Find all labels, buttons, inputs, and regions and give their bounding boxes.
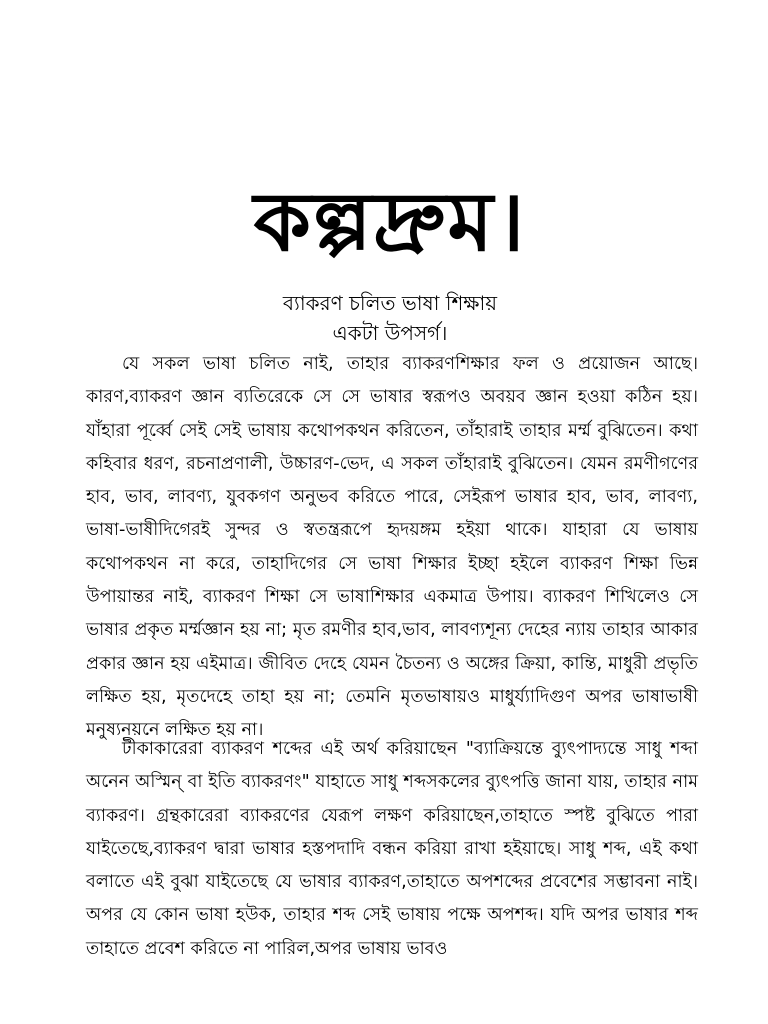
subtitle-line-1: ব্যাকরণ চলিত ভাষা শিক্ষায় <box>282 291 498 315</box>
body-paragraph-1: যে সকল ভাষা চলিত নাই, তাহার ব্যাকরণশিক্ষার ফল ও প্রয়োজন আছে। কারণ,ব্যাকরণ জ্ঞান ব্যতিরেকে সে সে ভাষার স্বরূপও অবয়ব জ্ঞান হওয়া কঠিন হয়। যাঁহারা পূর্ব্বে সেই সেই ভাষায় কথোপকথন করিতেন, তাঁহারাই তাহার মর্ম্ম বুঝিতেন। কথা কহিবার ধরণ, রচনাপ্রণালী, উচ্চারণ-ভেদ, এ সকল তাঁহারাই বুঝিতেন। যেমন রমণীগণের হাব, ভাব, লাবণ্য, যুবকগণ অনুভব করিতে পারে, সেইরূপ ভাষার হাব, ভাব, লাবণ্য, ভাষা-ভাষীদিগেরই সুন্দর ও স্বতন্ত্ররূপে হৃদয়ঙ্গম হইয়া থাকে। যাহারা যে ভাষায় কথোপকথন না করে, তাহাদিগের সে ভাষা শিক্ষার ইচ্ছা হইলে ব্যাকরণ শিক্ষা ভিন্ন উপায়ান্তর নাই, ব্যাকরণ শিক্ষা সে ভাষাশিক্ষার একমাত্র উপায়। ব্যাকরণ শিখিলেও সে ভাষার প্রকৃত মর্ম্মজ্ঞান হয় না; মৃত রমণীর হাব,ভাব, লাবণ্যশূন্য দেহের ন্যায় তাহার আকার প্রকার জ্ঞান হয় এইমাত্র। জীবিত দেহে যেমন চৈতন্য ও অঙ্গের ক্রিয়া, কান্তি, মাধুরী প্রভৃতি লক্ষিত হয়, মৃতদেহে তাহা হয় না; তেমনি মৃতভাষায়ও মাধুর্য্যাদিগুণ অপর ভাষাভাষী মনুষ্যনয়নে লক্ষিত হয় না। <box>86 354 698 741</box>
body-paragraph-2: টীকাকারেরা ব্যাকরণ শব্দের এই অর্থ করিয়াছেন "ব্যাক্রিয়ন্তে ব্যুৎপাদ্যন্তে সাধু শব্দা অনেন অস্মিন্ বা ইতি ব্যাকরণং" যাহাতে সাধু শব্দসকলের ব্যুৎপত্তি জানা যায়, তাহার নাম ব্যাকরণ। গ্রন্থকারেরা ব্যাকরণের যেরূপ লক্ষণ করিয়াছেন,তাহাতে স্পষ্ট বুঝিতে পারা যাইতেছে,ব্যাকরণ দ্বারা ভাষার হস্তপদাদি বন্ধন করিয়া রাখা হইয়াছে। সাধু শব্দ, এই কথা বলাতে এই বুঝা যাইতেছে যে ভাষার ব্যাকরণ,তাহাতে অপশব্দের প্রবেশের সম্ভাবনা নাই। অপর যে কোন ভাষা হউক, তাহার শব্দ সেই ভাষায় পক্ষে অপশব্দ। যদি অপর ভাষার শব্দ তাহাতে প্রবেশ করিতে না পারিল,অপর ভাষায় ভাবও <box>86 739 698 959</box>
subtitle-line-2: একটা উপসর্গ। <box>332 321 448 345</box>
page-title: কল্পদ্রুম। <box>253 175 527 270</box>
